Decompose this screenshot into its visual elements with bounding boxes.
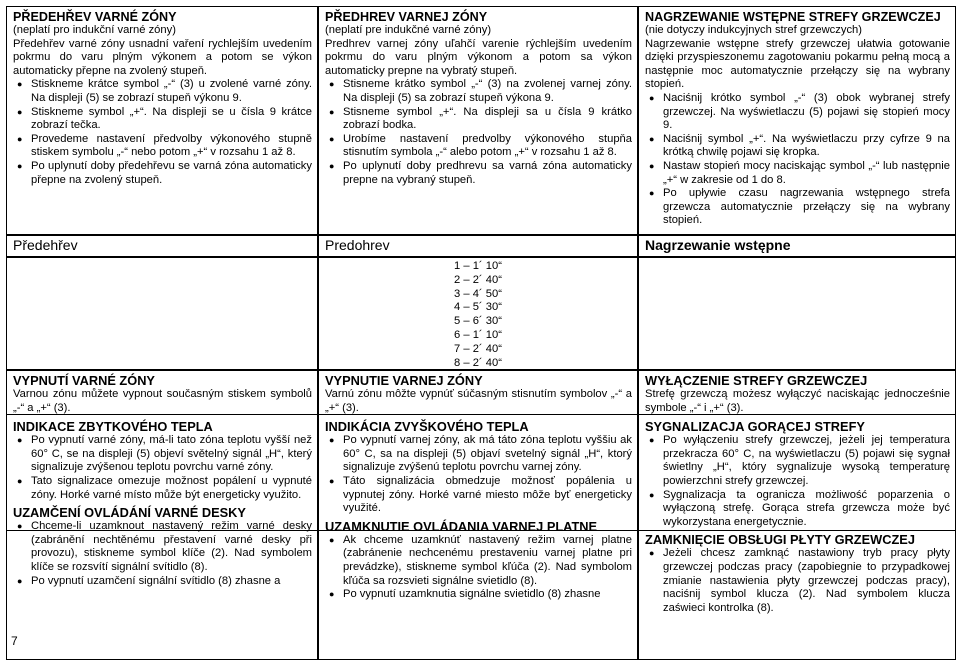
list-item: ● Táto signalizácia obmedzuje možnosť popálenia u vypnutej zóny. Horké varné miesto môže byť energeticky využité. (343, 475, 632, 516)
page-number: 7 (11, 634, 18, 648)
preheat-cz-cell (6, 6, 318, 235)
preheat-sk-intro: Predhrev varnej zóny uľahčí varenie rýchlejším uvedením pokrmu do varu plným výkonom a potom sa výkon automaticky prepne na vybratý stupeň. (325, 37, 632, 77)
lock-cz-title: UZAMČENÍ OVLÁDÁNÍ VARNÉ DESKY (13, 505, 246, 521)
step-time: 7 – 2´ 40“ (454, 342, 502, 355)
preheat-pl-subtitle: (nie dotyczy indukcyjnych stref grzewczych) (645, 24, 862, 36)
divider (639, 414, 955, 415)
step-time: 4 – 5´ 30“ (454, 301, 502, 314)
switch-off-sk-text: Varnú zónu môžte vypnúť súčasným stisnutím symbolov „-“ a „+“ (3). (325, 388, 632, 414)
preheat-pl-list (645, 92, 950, 228)
step-time: 5 – 6´ 30“ (454, 315, 502, 328)
residual-heat-pl-list (645, 434, 950, 529)
list-item: ● Jeżeli chcesz zamknąć nastawiony tryb pracy płyty grzewczej podczas pracy (zapobiegnie to przypadkowej zmianie nastawienia płyty grzewczej podczas pracy), naciśnij symbol klucza (2). Nad symbolem klucza zaświeci kontrolka (8). (663, 547, 950, 615)
section-heading-sk: Predohrev (318, 235, 638, 257)
list-item: ● Po vypnutí uzamknutia signálne svietidlo (8) zhasne (343, 588, 632, 602)
preheat-pl-intro: Nagrzewanie wstępne strefy grzewczej ułatwia gotowanie dzięki przyspieszonemu zagotowaniu pokarmu pełną mocą a następnie moc automatycznie przełączy się na wybrany stopień. (645, 37, 950, 91)
preheat-pl-title: NAGRZEWANIE WSTĘPNE STREFY GRZEWCZEJ (645, 10, 941, 24)
list-item: ● Ak chceme uzamknúť nastavený režim varnej platne (zabránenie nechcenému prestaveniu varnej platne pri prevádzke), stiskneme symbol kľúča (2). Nad symbolom kľúča sa rozsvieti signálne svietidlo (8). (343, 534, 632, 588)
preheat-sk-cell (318, 6, 638, 235)
list-item: ● Po vypnutí uzamčení signální svítidlo (8) zhasne a (31, 575, 312, 589)
residual-heat-pl-title: SYGNALIZACJA GORĄCEJ STREFY (645, 419, 865, 435)
list-item: ● Po uplynutí doby předehřevu se varná zóna automaticky přepne na zvolený stupeň. (31, 160, 312, 187)
list-item: ● Chceme-li uzamknout nastavený režim varné desky (zabránění nechtěnému přestavení varné desky při provozu), stiskneme symbol klíče (2). Nad symbolem klíče se rozsvítí signální svítidlo (8). (31, 520, 312, 574)
step-times-cell (318, 257, 638, 370)
list-item: ● Po vypnutí varné zóny, má-li tato zóna teplotu vyšší než 60° C, se na displeji (5) objeví světelný signál „H“, který signalizuje zvýšenou teplotu povrchu varné zóny. (31, 434, 312, 475)
preheat-sk-title: PŘEDHREV VARNEJ ZÓNY (325, 10, 488, 24)
preheat-cz-intro: Předehřev varné zóny usnadní vaření rychlejším uvedením pokrmu do varu plným výkonem a potom se výkon automaticky přepne na zvolený stupeň. (13, 37, 312, 77)
section-heading-pl: Nagrzewanie wstępne (638, 235, 956, 257)
preheat-cz-subtitle: (neplatí pro indukční varné zóny) (13, 24, 176, 36)
list-item: ● Naciśnij symbol „+“. Na wyświetlaczu przy cyfrze 9 na krótką chwilę pojawi się kropka. (663, 133, 950, 160)
list-item: ● Stisneme symbol „+“. Na displeji sa u čísla 9 krátko zobrazí bodka. (343, 106, 632, 133)
divider (319, 414, 637, 415)
list-item: ● Provedeme nastavení předvolby výkonového stupně stiskem symbolu „-“ nebo potom „+“ v rozsahu 1 až 8. (31, 133, 312, 160)
step-time: 1 – 1´ 10“ (454, 260, 502, 272)
list-item: ● Po wyłączeniu strefy grzewczej, jeżeli jej temperatura przekracza 60° C, na wyświetlaczu (5) pojawi się sygnał świetlny „H“, który sygnalizuje wysoką temperaturę powierzchni strefy grzewczej. (663, 434, 950, 488)
preheat-sk-subtitle: (neplatí pre indukčné varné zóny) (325, 24, 492, 36)
list-item: ● Stiskneme symbol „+“. Na displeji se u čísla 9 krátce zobrazí tečka. (31, 106, 312, 133)
bottom-cz-cell (6, 370, 318, 660)
list-item: ● Naciśnij krótko symbol „-“ (3) obok wybranej strefy grzewczej. Na wyświetlaczu (5) pojawi się stopień mocy 9. (663, 92, 950, 133)
list-item: ● Urobíme nastavení predvolby výkonového stupňa stisnutím symbola „-“ alebo potom „+“ v rozsahu 1 až 8. (343, 133, 632, 160)
list-item: ● Po uplynutí doby predhrevu sa varná zóna automaticky prepne na vybraný stupeň. (343, 160, 632, 187)
list-item: ● Stiskneme krátce symbol „-“ (3) u zvolené varné zóny. Na displeji (5) se zobrazí stupeň výkonu 9. (31, 78, 312, 105)
divider (319, 530, 637, 531)
list-item: ● Sygnalizacja ta ogranicza możliwość poparzenia o wyłączoną strefę. Gorąca strefa grzewcza może być wykorzystana energetycznie. (663, 489, 950, 530)
switch-off-sk-title: VYPNUTIE VARNEJ ZÓNY (325, 373, 483, 388)
list-item: ● Tato signalizace omezuje možnost popálení u vypnuté zóny. Horké varné místo může být energeticky využito. (31, 475, 312, 502)
lock-sk-list (325, 534, 632, 602)
lock-sk-title: UZAMKNUTIE OVLÁDANIA VARNEJ PLATNE (325, 518, 598, 534)
residual-heat-cz-list (13, 434, 312, 502)
step-time: 6 – 1´ 10“ (454, 328, 502, 341)
switch-off-cz-title: VYPNUTÍ VARNÉ ZÓNY (13, 373, 155, 388)
preheat-cz-title: PŘEDEHŘEV VARNÉ ZÓNY (13, 10, 177, 24)
preheat-sk-list (325, 78, 632, 187)
lock-pl-title: ZAMKNIĘCIE OBSŁUGI PŁYTY GRZEWCZEJ (645, 532, 915, 548)
list-item: ● Nastaw stopień mocy naciskając symbol „-“ lub następnie „+“ w zakresie od 1 do 8. (663, 160, 950, 187)
bottom-pl-cell (638, 370, 956, 660)
switch-off-cz-text: Varnou zónu můžete vypnout současným stiskem symbolů „-“ a „+“ (3). (13, 388, 312, 414)
section-heading-cz: Předehřev (6, 235, 318, 257)
empty-cell-pl (638, 257, 956, 370)
empty-cell-cz (6, 257, 318, 370)
step-time: 3 – 4´ 50“ (454, 287, 502, 300)
list-item: ● Po vypnutí varnej zóny, ak má táto zóna teplotu vyššiu ak 60° C, sa na displeji (5) objaví svetelný signál „H“, ktorý signalizuje zvýšenú teplotu povrchu varnej zóny. (343, 434, 632, 475)
preheat-cz-list (13, 78, 312, 187)
residual-heat-sk-title: INDIKÁCIA ZVYŠKOVÉHO TEPLA (325, 419, 529, 435)
divider (7, 414, 317, 415)
list-item: ● Po upływie czasu nagrzewania wstępnego strefa grzewcza automatycznie przełączy się na wybrany stopień. (663, 187, 950, 228)
switch-off-pl-text: Strefę grzewczą możesz wyłączyć naciskając jednocześnie symbole „-“ i „+“ (3). (645, 388, 950, 414)
preheat-pl-cell (638, 6, 956, 235)
bottom-sk-cell (318, 370, 638, 660)
lock-pl-list (645, 547, 950, 615)
residual-heat-sk-list (325, 434, 632, 516)
residual-heat-cz-title: INDIKACE ZBYTKOVÉHO TEPLA (13, 419, 213, 435)
divider (639, 530, 955, 531)
step-time: 8 – 2´ 40“ (454, 356, 502, 369)
step-time: 2 – 2´ 40“ (454, 273, 502, 286)
switch-off-pl-title: WYŁĄCZENIE STREFY GRZEWCZEJ (645, 373, 868, 388)
lock-cz-list (13, 520, 312, 588)
list-item: ● Stisneme krátko symbol „-“ (3) na zvolenej varnej zóny. Na displeji (5) sa zobrazí stupeň výkona 9. (343, 78, 632, 105)
